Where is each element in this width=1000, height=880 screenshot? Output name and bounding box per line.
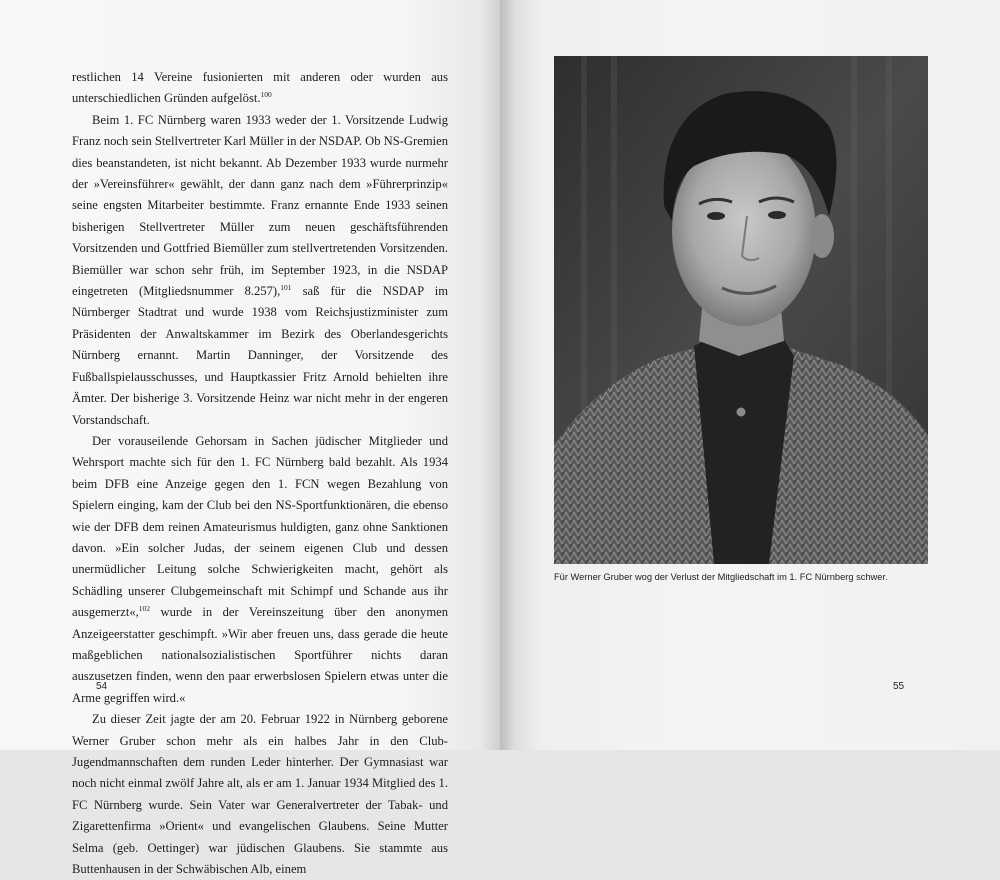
paragraph: restlichen 14 Vereine fusionierten mit anderen oder wurden aus unterschiedlichen Gründen aufgelöst.$^{100}$: [72, 70, 448, 106]
right-page: [500, 0, 1000, 750]
paragraph: Zu dieser Zeit jagte der am 20. Februar 1922 in Nürnberg geborene Werner Gruber schon mehr als ein halbes Jahr in den Club-Jugendmannschaften dem runden Leder hinterher. Der Gymnasiast war noch nicht einmal zwölf Jahre alt, als er am 1. Januar 1934 Mitglied des 1. FC Nürnberg wurde. Sein Vater war Generalvertreter der Tabak- und Zigarettenfirma »Orient« und evangelischen Glaubens. Seine Mutter Selma (geb. Oettinger) war jüdischen Glaubens. Sie stammte aus Buttenhausen in der Schwäbischen Alb, einem: [72, 712, 448, 877]
portrait-photo: [554, 56, 928, 564]
photo-caption: Für Werner Gruber wog der Verlust der Mitgliedschaft im 1. FC Nürnberg schwer.: [554, 572, 888, 582]
footnote-ref: 100: [260, 90, 272, 100]
footnote-ref: 101: [280, 283, 292, 293]
footnote-ref: 102: [138, 604, 151, 614]
paragraph: Beim 1. FC Nürnberg waren 1933 weder der 1. Vorsitzende Ludwig Franz noch sein Stellvertreter Karl Müller in der NSDAP. Ob NS-Gremien dies beanstandeten, ist nicht bekannt. Ab Dezember 1933 wurde nurmehr der »Vereinsführer« gewählt, der dann ganz nach dem »Führerprinzip« seine engsten Mitarbeiter bestimmte. Franz ernannte Ende 1933 seinen bisherigen Stellvertreter Müller zum neuen geschäftsführenden Vorsitzenden und Gottfried Biemüller zum stellvertretenden Vorsitzenden. Biemüller war schon sehr früh, im September 1923, in die NSDAP eingetreten (Mitgliedsnummer 8.257),$^{101}$ saß für die NSDAP im Nürnberger Stadtrat und wurde 1938 vom Reichsjustizminister zum Präsidenten der Anwaltskammer im Bezirk des Oberlandesgerichts Nürnberg ernannt. Martin Danninger, der Vorsitzende des Fußballspielausschusses, und Hauptkassier Fritz Arnold behielten ihre Ämter. Der bisherige 3. Vorsitzende Heinz war nicht mehr in der engeren Vorstandschaft.: [72, 112, 448, 427]
paragraph: Der vorauseilende Gehorsam in Sachen jüdischer Mitglieder und Wehrsport machte sich für den 1. FC Nürnberg bald bezahlt. Als 1934 beim DFB eine Anzeige gegen den 1. FCN wegen Bezahlung von Spielern einging, kam der Club bei den NS-Sportfunktionären, die ebenso wie der DFB dem reinen Amateurismus huldigten, ganz ohne Sanktionen davon. »Ein solcher Judas, der seinem eigenen Club und dessen unermüdlicher Leitung solche Schwierigkeiten macht, gehört als Schädling unserer Clubgemeinschaft mit Schimpf und Schande aus ihr ausgemerzt«,$^{102}$ wurde in der Vereinszeitung über den anonymen Anzeigeerstatter geschimpft. »Wir aber freuen uns, dass gerade die heute maßgeblichen nationalsozialistischen Sportführer nichts daran auszusetzen finden, wenn den paar erwerbslosen Spielern etwas unter die Arme gegriffen wird.«: [72, 433, 448, 705]
left-page: [0, 0, 500, 877]
body-text: [72, 67, 448, 880]
page-number-left: 54: [96, 681, 108, 692]
page-number-right: 55: [893, 681, 905, 692]
